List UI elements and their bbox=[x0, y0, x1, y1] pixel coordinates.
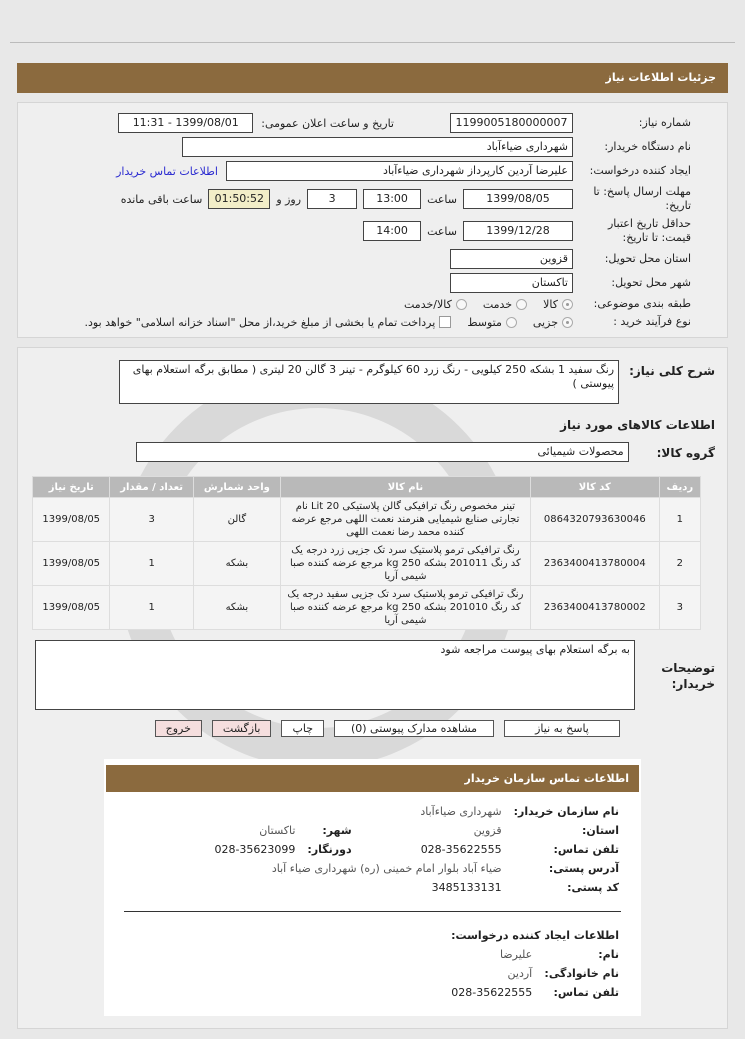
col-code: کد کالا bbox=[530, 477, 659, 498]
city-value-c: تاکستان bbox=[259, 824, 296, 837]
desc-label: شرح کلی نیاز: bbox=[629, 364, 715, 378]
creator-phone-value: 028-35622555 bbox=[451, 986, 533, 999]
deadline-time-label: ساعت bbox=[427, 192, 457, 206]
announce-field: 1399/08/01 - 11:31 bbox=[118, 113, 253, 133]
action-buttons bbox=[30, 720, 715, 737]
col-qty: تعداد / مقدار bbox=[110, 477, 193, 498]
postal-label: کد پستی: bbox=[567, 881, 619, 894]
cell-name: رنگ ترافیکی ترمو پلاستیک سرد تک جزیی سفید درجه یک کد رنگ 201010 بشکه 250 kg مرجع عرضه کننده صبا شیمی آریا bbox=[280, 586, 530, 630]
notes-textarea[interactable]: به برگه استعلام بهای پیوست مراجعه شود bbox=[35, 640, 635, 710]
notes-label: توضیحات خریدار: bbox=[661, 661, 715, 691]
table-row bbox=[33, 586, 701, 630]
validity-date-field: 1399/12/28 bbox=[463, 221, 573, 241]
print-button[interactable]: چاپ bbox=[281, 720, 324, 737]
deadline-date-field: 1399/08/05 bbox=[463, 189, 573, 209]
city-label-c: شهر: bbox=[322, 824, 352, 837]
validity-time-label: ساعت bbox=[427, 224, 457, 238]
address-label: آدرس پستی: bbox=[548, 862, 619, 875]
address-value: ضیاء آباد بلوار امام خمینی (ره) شهرداری ضیاء آباد bbox=[271, 862, 502, 875]
creator-title: اطلاعات ایجاد کننده درخواست: bbox=[451, 929, 619, 942]
cell-code: 0864320793630046 bbox=[530, 498, 659, 542]
org-label: نام سازمان خریدار: bbox=[513, 805, 619, 818]
radio-service[interactable] bbox=[516, 299, 527, 310]
table-header-row bbox=[33, 477, 701, 498]
radio-minor[interactable] bbox=[562, 317, 573, 328]
postal-value: 3485133131 bbox=[431, 881, 502, 894]
province-label: استان محل تحویل: bbox=[604, 252, 691, 265]
attachments-button[interactable]: مشاهده مدارک پیوستی (0) bbox=[334, 720, 494, 737]
cell-name: تینر مخصوص رنگ ترافیکی گالن پلاستیکی 20 Lit نام تجارتی صنایع شیمیایی هنرمند نعمت اللهی مرجع عرضه کننده محمد رضا نعمت اللهی bbox=[280, 498, 530, 542]
phone-label: تلفن تماس: bbox=[553, 843, 619, 856]
option-medium-label: متوسط bbox=[467, 315, 502, 329]
fax-label: دورنگار: bbox=[307, 843, 352, 856]
buyer-org-field: شهرداری ضیاءآباد bbox=[182, 137, 573, 157]
need-number-field: 1199005180000007 bbox=[450, 113, 573, 133]
fax-value: 028-35623099 bbox=[214, 843, 296, 856]
radio-goods[interactable] bbox=[562, 299, 573, 310]
announce-label: تاریخ و ساعت اعلان عمومی: bbox=[261, 116, 394, 130]
first-name-value: علیرضا bbox=[499, 948, 533, 961]
contact-panel bbox=[104, 759, 641, 1016]
buyer-org-label: نام دستگاه خریدار: bbox=[604, 140, 691, 153]
top-divider bbox=[10, 42, 735, 43]
process-radios bbox=[22, 316, 573, 329]
back-button[interactable]: بازگشت bbox=[212, 720, 272, 737]
option-goods-label: کالا bbox=[543, 297, 558, 311]
last-name-label: نام خانوادگی: bbox=[544, 967, 619, 980]
cell-code: 2363400413780004 bbox=[530, 542, 659, 586]
org-value: شهرداری ضیاءآباد bbox=[420, 805, 502, 818]
group-field: محصولات شیمیائی bbox=[136, 442, 629, 462]
need-info-panel bbox=[17, 102, 728, 338]
cell-code: 2363400413780002 bbox=[530, 586, 659, 630]
option-service-label: خدمت bbox=[482, 297, 513, 311]
cell-unit: گالن bbox=[193, 498, 280, 542]
province-label-c: استان: bbox=[582, 824, 619, 837]
cell-row: 3 bbox=[659, 586, 700, 630]
cell-date: 1399/08/05 bbox=[33, 586, 110, 630]
details-panel bbox=[17, 347, 728, 1029]
cell-name: رنگ ترافیکی ترمو پلاستیک سرد تک جزیی زرد درجه یک کد رنگ 201011 بشکه 250 kg مرجع عرضه کننده صبا شیمی آریا bbox=[280, 542, 530, 586]
col-date: تاریخ نیاز bbox=[33, 477, 110, 498]
cell-row: 1 bbox=[659, 498, 700, 542]
deadline-label: مهلت ارسال پاسخ: تا تاریخ: bbox=[593, 185, 691, 212]
province-value-c: قزوین bbox=[473, 824, 502, 837]
cell-unit: بشکه bbox=[193, 586, 280, 630]
goods-table bbox=[32, 476, 701, 630]
city-field: تاکستان bbox=[450, 273, 573, 293]
col-row: ردیف bbox=[659, 477, 700, 498]
cell-date: 1399/08/05 bbox=[33, 498, 110, 542]
option-goods-service-label: کالا/خدمت bbox=[404, 297, 452, 311]
need-info-form bbox=[18, 111, 727, 331]
col-unit: واحد شمارش bbox=[193, 477, 280, 498]
creator-field: علیرضا آردین کارپرداز شهرداری ضیاءآباد bbox=[226, 161, 573, 181]
cell-qty: 1 bbox=[110, 586, 193, 630]
deadline-time-field: 13:00 bbox=[363, 189, 421, 209]
need-number-label: شماره نیاز: bbox=[638, 116, 691, 129]
reply-button[interactable]: پاسخ به نیاز bbox=[504, 720, 620, 737]
remaining-time-field: 01:50:52 bbox=[208, 189, 270, 209]
payment-note: پرداخت تمام یا بخشی از مبلغ خرید،از محل "اسناد خزانه اسلامی" خواهد بود. bbox=[84, 315, 436, 329]
goods-section-title: اطلاعات کالاهای مورد نیاز bbox=[560, 418, 715, 432]
process-label: نوع فرآیند خرید : bbox=[613, 315, 691, 328]
days-field: 3 bbox=[307, 189, 357, 209]
contact-table bbox=[208, 802, 625, 897]
table-row bbox=[33, 498, 701, 542]
creator-phone-label: تلفن تماس: bbox=[553, 986, 619, 999]
category-radios bbox=[22, 298, 573, 311]
creator-label: ایجاد کننده درخواست: bbox=[589, 164, 691, 177]
validity-label: حداقل تاریخ اعتبار قیمت: تا تاریخ: bbox=[607, 217, 691, 244]
province-field: قزوین bbox=[450, 249, 573, 269]
page-header: جزئیات اطلاعات نیاز bbox=[17, 63, 728, 93]
creator-table bbox=[445, 926, 625, 1002]
contact-header: اطلاعات تماس سازمان خریدار bbox=[106, 765, 639, 792]
radio-goods-service[interactable] bbox=[456, 299, 467, 310]
group-label: گروه کالا: bbox=[656, 446, 715, 460]
cell-row: 2 bbox=[659, 542, 700, 586]
first-name-label: نام: bbox=[598, 948, 619, 961]
buyer-contact-link[interactable]: اطلاعات تماس خریدار bbox=[116, 164, 218, 178]
category-label: طبقه بندی موضوعی: bbox=[593, 297, 691, 310]
remaining-label: ساعت باقی مانده bbox=[120, 192, 203, 206]
cell-unit: بشکه bbox=[193, 542, 280, 586]
table-row bbox=[33, 542, 701, 586]
city-label: شهر محل تحویل: bbox=[611, 276, 691, 289]
col-name: نام کالا bbox=[280, 477, 530, 498]
contact-divider bbox=[124, 911, 621, 912]
cell-date: 1399/08/05 bbox=[33, 542, 110, 586]
cell-qty: 1 bbox=[110, 542, 193, 586]
desc-textarea[interactable]: رنگ سفید 1 بشکه 250 کیلویی - رنگ زرد 60 کیلوگرم - تینر 3 گالن 20 لیتری ( مطابق برگه استعلام بهای پیوستی ) bbox=[119, 360, 619, 404]
radio-medium[interactable] bbox=[506, 317, 517, 328]
last-name-value: آردین bbox=[507, 967, 533, 980]
validity-time-field: 14:00 bbox=[363, 221, 421, 241]
exit-button[interactable]: خروج bbox=[155, 720, 202, 737]
treasury-checkbox[interactable] bbox=[439, 316, 451, 328]
days-label: روز و bbox=[276, 192, 302, 206]
cell-qty: 3 bbox=[110, 498, 193, 542]
phone-value: 028-35622555 bbox=[420, 843, 502, 856]
option-minor-label: جزیی bbox=[532, 315, 558, 329]
